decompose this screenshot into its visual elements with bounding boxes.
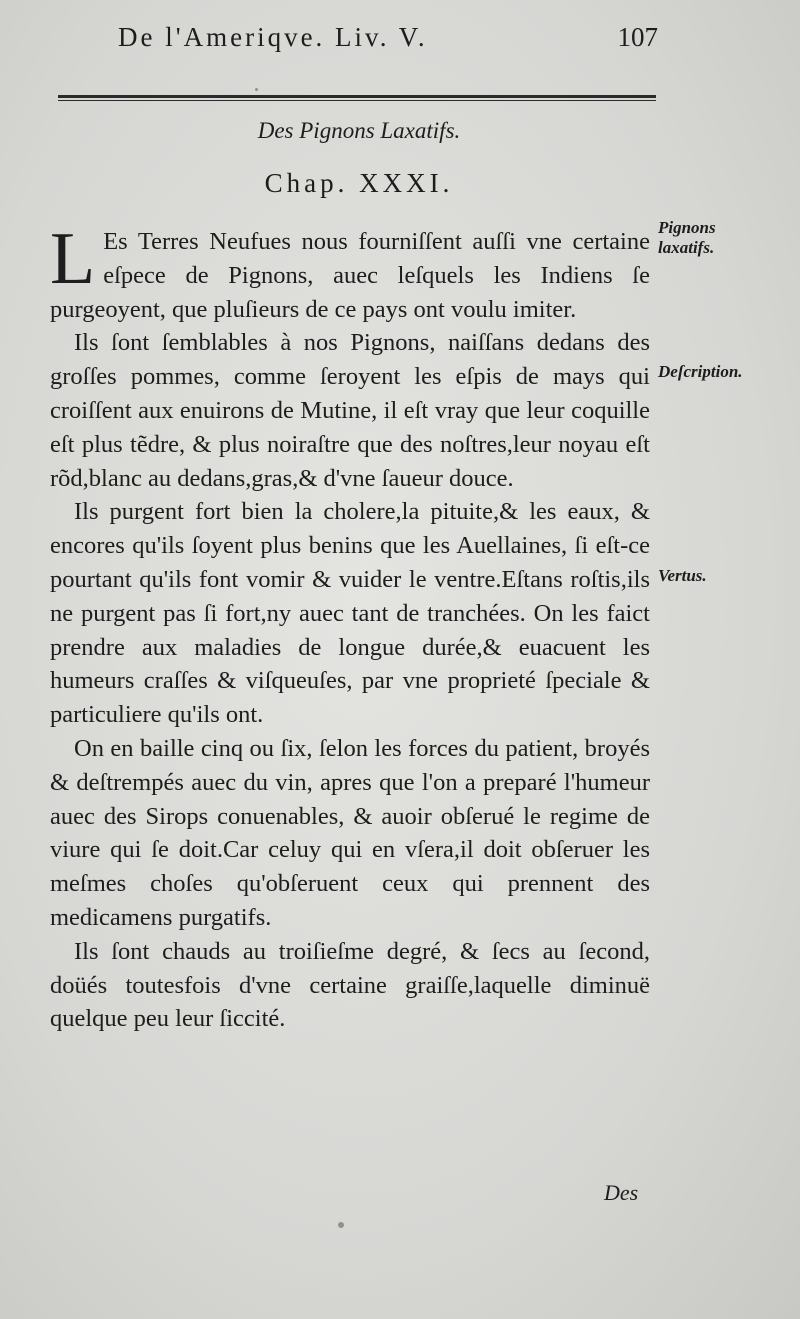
header-rule [58, 95, 656, 101]
margin-note: Pignons laxatifs. [658, 218, 716, 257]
ink-speck [255, 88, 258, 91]
body-text [50, 218, 650, 1036]
paragraph: Ils purgent fort bien la cholere,la pituite,& les eaux, & encores qu'ils ſoyent plus benins que les Auellaines, ſi eſt-ce pourtant qu'ils font vomir & vuider le ventre.Eſtans roſtis,ils ne purgent pas ſi fort,ny auec tant de tranchées. On les faict prendre aux maladies de longue durée,& euacuent les humeurs craſſes & viſqueuſes, par vne proprieté ſpeciale & particuliere qu'ils ont. [50, 498, 650, 729]
paragraph [50, 218, 650, 326]
margin-note: Deſcription. [658, 362, 743, 381]
paragraph-text: Es Terres Neufues nous fourniſſent auſſi vne certaine eſpece de Pignons, auec leſquels les Indiens ſe purgeoyent, que pluſieurs de ce pays ont voulu imiter. [50, 228, 650, 323]
page-number: 107 [617, 22, 658, 52]
drop-cap: L [50, 218, 96, 300]
margin-note: Vertus. [658, 566, 707, 585]
chapter-heading: Chap. XXXI. [264, 168, 454, 198]
running-head-title: De l'Ameriqve. Liv. V. [118, 22, 428, 52]
paragraph: Ils ſont chauds au troiſieſme degré, & ſecs au ſecond, doüés toutesfois d'vne certaine graiſſe,laquelle diminuë quelque peu leur ſiccité. [50, 937, 650, 1033]
section-title: Des Pignons Laxatifs. [257, 118, 461, 143]
running-head [118, 22, 658, 53]
ink-speck [338, 1222, 344, 1228]
paragraph: On en baille cinq ou ſix, ſelon les forces du patient, broyés & deſtrempés auec du vin, apres que l'on a preparé l'humeur auec des Sirops conuenables, & auoir obſerué le regime de viure qui ſe doit.Car celuy qui en vſera,il doit obſeruer les meſmes choſes qu'obſeruent ceux qui prennent des medicamens purgatifs. [50, 734, 650, 931]
paragraph: Ils ſont ſemblables à nos Pignons, naiſſans dedans des groſſes pommes, comme ſeroyent les eſpis de mays qui croiſſent aux enuirons de Mutine, il eſt vray que leur coquille eſt plus tẽdre, & plus noiraſtre que des noſtres,leur noyau eſt rõd,blanc au dedans,gras,& d'vne ſaueur douce. [50, 329, 650, 492]
catchword: Des [604, 1180, 639, 1205]
